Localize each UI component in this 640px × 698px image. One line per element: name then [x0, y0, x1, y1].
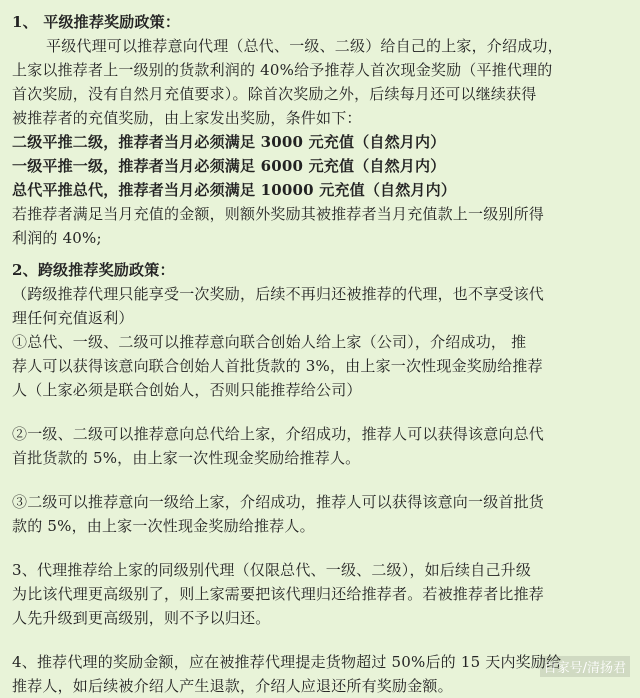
section2-note-line: （跨级推荐代理只能享受一次奖励，后续不再归还被推荐的代理，也不享受该代: [12, 285, 545, 303]
section2-item3-line: 款的 5%，由上家一次性现金奖励给推荐人。: [12, 517, 315, 535]
section1-heading: 1、 平级推荐奖励政策：: [12, 13, 181, 31]
section1-line: 被推荐者的充值奖励，由上家发出奖励，条件如下：: [12, 109, 362, 127]
section2-item3-line: ③二级可以推荐意向一级给上家，介绍成功，推荐人可以获得该意向一级首批货: [12, 493, 545, 511]
section2-item2-line: 首批货款的 5%，由上家一次性现金奖励给推荐人。: [12, 449, 361, 467]
section4-line: 4、推荐代理的奖励金额，应在被推荐代理提走货物超过 50%后的 15 天内奖励给: [12, 653, 562, 671]
section4-line: 推荐人，如后续被介绍人产生退款，介绍人应退还所有奖励金额。: [12, 677, 453, 695]
section1-extra-line: 若推荐者满足当月充值的金额，则额外奖励其被推荐者当月充值款上一级别所得: [12, 205, 545, 223]
condition-line: 二级平推二级，推荐者当月必须满足 3000 元充值（自然月内）: [12, 133, 446, 151]
section2-item2-line: ②一级、二级可以推荐意向总代给上家，介绍成功，推荐人可以获得该意向总代: [12, 425, 545, 443]
section1-extra-line: 利润的 40%;: [12, 229, 102, 247]
section1-line: 平级代理可以推荐意向代理（总代、一级、二级）给自己的上家，介绍成功，: [46, 37, 563, 55]
section3-line: 为比该代理更高级别了，则上家需要把该代理归还给推荐者。若被推荐者比推荐: [12, 585, 545, 603]
section2-item1-line: 荐人可以获得该意向联合创始人首批货款的 3%，由上家一次性现金奖励给推荐: [12, 357, 543, 375]
condition-line: 一级平推一级，推荐者当月必须满足 6000 元充值（自然月内）: [12, 157, 446, 175]
watermark: 百家号/清扬君: [540, 656, 630, 677]
section1-line: 上家以推荐者上一级别的货款利润的 40%给予推荐人首次现金奖励（平推代理的: [12, 61, 553, 79]
section3-line: 人先升级到更高级别，则不予以归还。: [12, 609, 271, 627]
section2-item1-line: ①总代、一级、二级可以推荐意向联合创始人给上家（公司），介绍成功， 推: [12, 333, 527, 351]
section1-line: 首次奖励，没有自然月充值要求）。除首次奖励之外，后续每月还可以继续获得: [12, 85, 537, 103]
section2-item1-line: 人（上家必须是联合创始人，否则只能推荐给公司）: [12, 381, 362, 399]
section2-heading: 2、跨级推荐奖励政策：: [12, 261, 175, 279]
condition-line: 总代平推总代，推荐者当月必须满足 10000 元充值（自然月内）: [12, 181, 457, 199]
section2-note-line: 理任何充值返利）: [12, 309, 134, 327]
section3-line: 3、代理推荐给上家的同级别代理（仅限总代、一级、二级），如后续自己升级: [12, 561, 532, 579]
